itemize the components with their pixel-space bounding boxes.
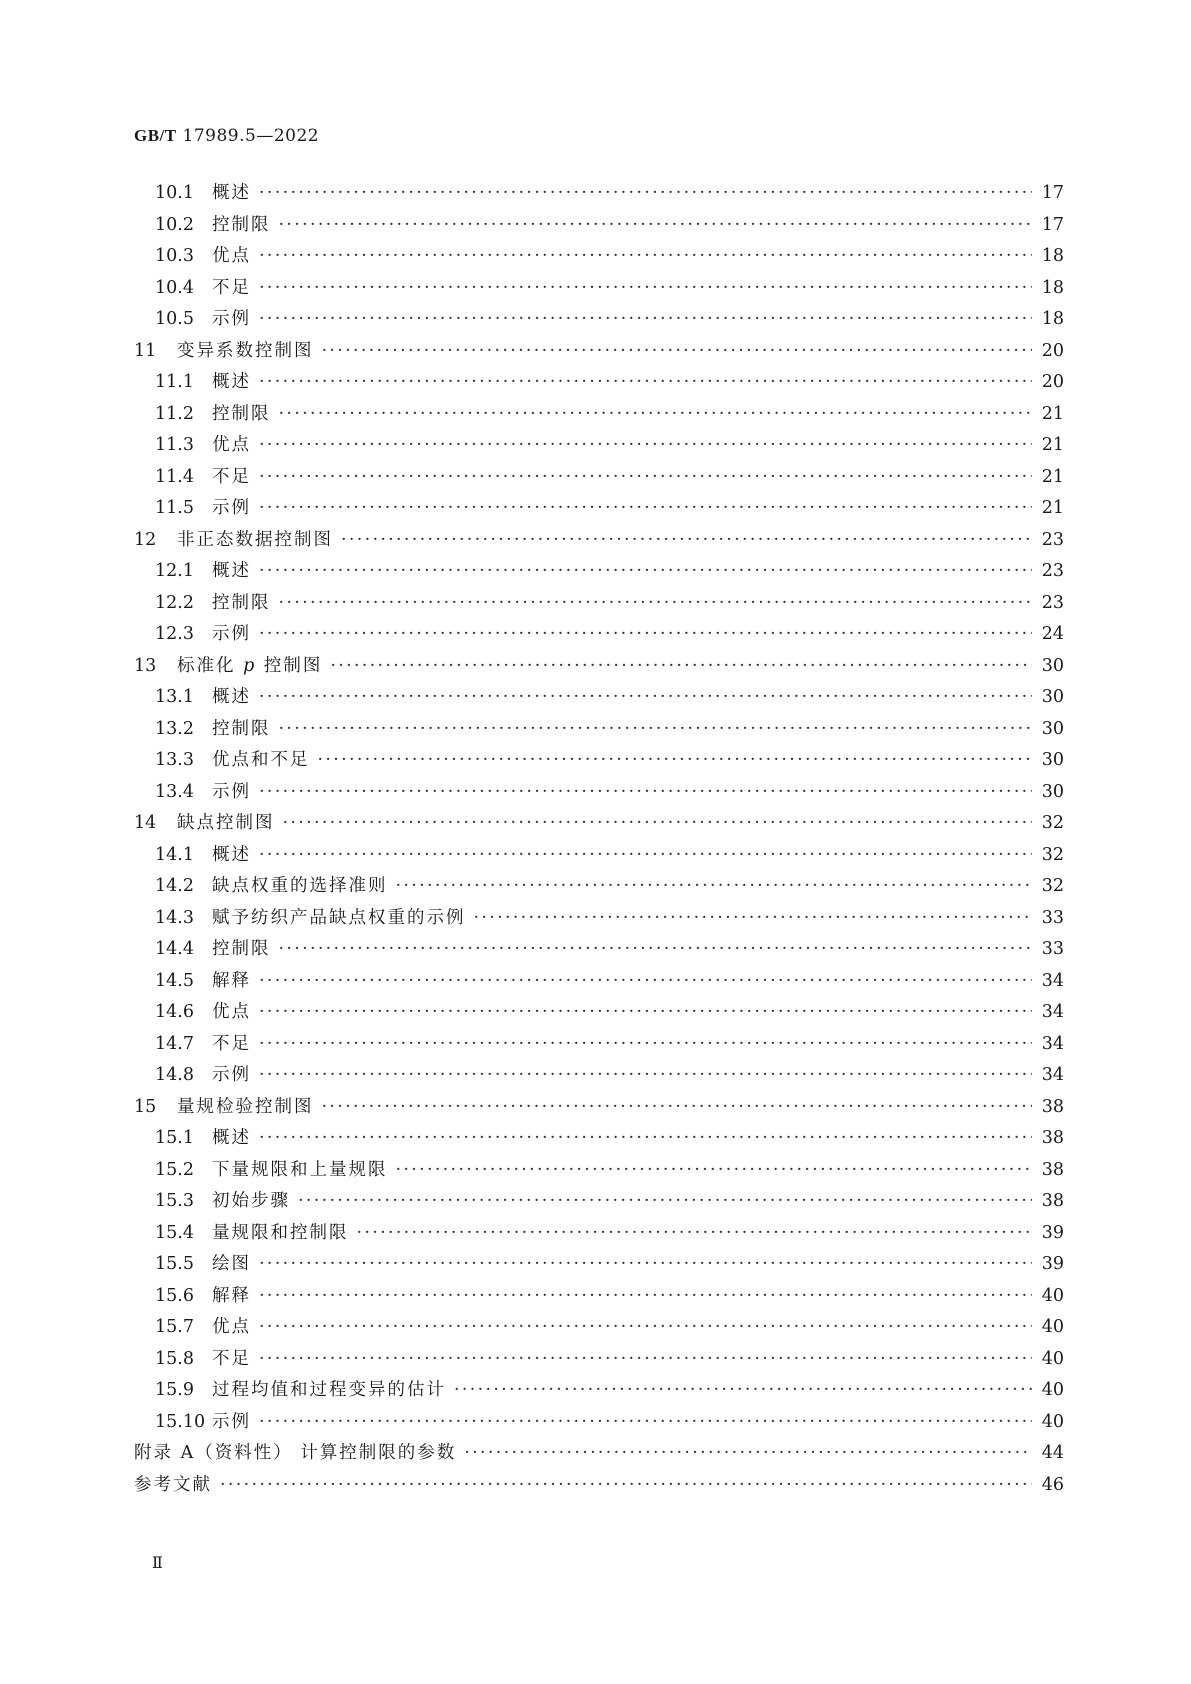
toc-dot-leader: [396, 876, 1033, 896]
toc-entry[interactable]: [134, 746, 1064, 778]
toc-entry-number: 15.9: [155, 1380, 194, 1400]
toc-entry-title: 变异系数控制图: [177, 340, 314, 361]
toc-entry-page: 40: [1041, 1348, 1064, 1369]
toc-dot-leader: [259, 782, 1032, 802]
toc-entry-page: 23: [1041, 561, 1064, 581]
toc-dot-leader: [259, 687, 1032, 707]
toc-dot-leader: [283, 813, 1033, 833]
toc-dot-leader: [259, 1254, 1032, 1274]
toc-entry-number: 14.7: [155, 1033, 194, 1054]
toc-dot-leader: [259, 435, 1032, 455]
toc-entry-number: 14.6: [155, 1002, 194, 1022]
toc-entry-number: 13.1: [155, 687, 194, 707]
toc-entry[interactable]: [134, 557, 1064, 589]
toc-entry-number: 13: [134, 655, 157, 676]
toc-dot-leader: [259, 971, 1032, 991]
toc-entry-page: 38: [1041, 1191, 1064, 1211]
toc-entry-page: 39: [1041, 1254, 1064, 1274]
toc-dot-leader: [259, 1286, 1032, 1306]
toc-entry-title: 概述: [212, 844, 251, 865]
toc-entry-title: 优点: [212, 1002, 251, 1022]
toc-entry-page: 20: [1041, 372, 1064, 392]
toc-entry-number: 11.2: [155, 403, 194, 424]
toc-entry[interactable]: [134, 1376, 1064, 1408]
toc-dot-leader: [454, 1380, 1032, 1400]
toc-dot-leader: [318, 750, 1033, 770]
document-header: [134, 126, 319, 146]
toc-entry-page: 30: [1041, 750, 1064, 770]
toc-entry-number: 11.3: [155, 435, 194, 455]
toc-entry[interactable]: [134, 872, 1064, 904]
toc-dot-leader: [259, 1034, 1032, 1054]
toc-entry-page: 40: [1041, 1380, 1064, 1400]
toc-entry-title: 优点: [212, 435, 251, 455]
toc-entry-page: 40: [1041, 1411, 1064, 1432]
toc-entry-page: 24: [1041, 624, 1064, 644]
toc-dot-leader: [259, 467, 1032, 487]
toc-entry-page: 39: [1041, 1222, 1064, 1243]
toc-entry-title: 缺点控制图: [177, 813, 275, 833]
toc-entry-number: 12.3: [155, 624, 194, 644]
toc-entry-page: 18: [1041, 309, 1064, 329]
toc-entry-page: 44: [1041, 1443, 1064, 1463]
toc-entry[interactable]: [134, 1313, 1064, 1345]
toc-entry-number: 14.8: [155, 1065, 194, 1085]
toc-entry-number: 15.5: [155, 1254, 194, 1274]
toc-dot-leader: [259, 624, 1032, 644]
toc-entry-title: 概述: [212, 372, 251, 392]
toc-entry-page: 46: [1041, 1474, 1064, 1495]
toc-entry-title: 示例: [212, 1411, 251, 1432]
toc-entry-number: 15: [134, 1096, 157, 1117]
toc-entry-page: 23: [1041, 592, 1064, 613]
toc-entry-number: 12: [134, 529, 157, 550]
toc-entry-title: 下量规限和上量规限: [212, 1159, 388, 1180]
toc-entry-page: 30: [1041, 655, 1064, 676]
toc-entry-number: 14.2: [155, 876, 194, 896]
toc-dot-leader: [259, 1128, 1032, 1148]
toc-entry-number: 10.5: [155, 309, 194, 329]
toc-entry-title: 优点和不足: [212, 750, 310, 770]
toc-entry-number: 14.1: [155, 844, 194, 865]
toc-dot-leader: [464, 1443, 1032, 1463]
toc-entry[interactable]: [134, 1187, 1064, 1219]
toc-dot-leader: [259, 278, 1032, 298]
toc-entry-page: 38: [1041, 1128, 1064, 1148]
toc-dot-leader: [279, 593, 1033, 613]
toc-dot-leader: [279, 404, 1033, 424]
toc-entry-title: 示例: [212, 1065, 251, 1085]
toc-entry[interactable]: [134, 337, 1064, 369]
toc-entry-page: 32: [1041, 813, 1064, 833]
toc-entry-title: 赋予纺织产品缺点权重的示例: [212, 907, 466, 928]
toc-entry-title: 概述: [212, 183, 251, 203]
toc-entry-page: 40: [1041, 1285, 1064, 1306]
toc-entry-page: 34: [1041, 1033, 1064, 1054]
toc-entry-page: 17: [1041, 214, 1064, 235]
toc-entry[interactable]: [134, 1156, 1064, 1188]
toc-entry-title: 绘图: [212, 1254, 251, 1274]
table-of-contents: [134, 179, 1064, 1502]
toc-entry-number: 15.7: [155, 1317, 194, 1337]
toc-entry-number: 11.5: [155, 498, 194, 518]
toc-entry-title: 解释: [212, 970, 251, 991]
toc-entry-title: 控制限: [212, 939, 271, 959]
toc-entry-title: 标准化 p 控制图: [177, 655, 323, 676]
toc-entry[interactable]: [134, 400, 1064, 432]
toc-entry-title: 示例: [212, 624, 251, 644]
toc-entry-number: 12.2: [155, 592, 194, 613]
toc-entry-title: 优点: [212, 246, 251, 266]
toc-entry-number: 11.4: [155, 466, 194, 487]
toc-entry-page: 30: [1041, 781, 1064, 802]
toc-entry-number: 14: [134, 813, 157, 833]
toc-entry-title: 不足: [212, 277, 251, 298]
toc-entry-page: 33: [1041, 907, 1064, 928]
toc-dot-leader: [259, 561, 1032, 581]
toc-entry[interactable]: [134, 841, 1064, 873]
toc-entry-title: 不足: [212, 466, 251, 487]
toc-entry-title: 控制限: [212, 214, 271, 235]
toc-entry-number: 10.1: [155, 183, 194, 203]
toc-entry-title: 概述: [212, 1128, 251, 1148]
toc-entry[interactable]: [134, 494, 1064, 526]
toc-entry[interactable]: [134, 967, 1064, 999]
toc-entry-page: 21: [1041, 466, 1064, 487]
toc-entry[interactable]: [134, 1439, 1064, 1471]
toc-entry-page: 23: [1041, 529, 1064, 550]
toc-entry-title: 概述: [212, 561, 251, 581]
toc-entry-title: 示例: [212, 309, 251, 329]
toc-entry[interactable]: [134, 1345, 1064, 1377]
toc-entry-page: 21: [1041, 435, 1064, 455]
toc-entry[interactable]: [134, 904, 1064, 936]
toc-entry-page: 21: [1041, 498, 1064, 518]
toc-dot-leader: [279, 215, 1033, 235]
toc-entry-page: 18: [1041, 246, 1064, 266]
toc-dot-leader: [322, 1097, 1033, 1117]
toc-entry-page: 34: [1041, 1002, 1064, 1022]
toc-entry-page: 34: [1041, 1065, 1064, 1085]
toc-entry[interactable]: [134, 1250, 1064, 1282]
toc-entry-title: 不足: [212, 1348, 251, 1369]
toc-entry-title: 控制限: [212, 403, 271, 424]
toc-dot-leader: [259, 1065, 1032, 1085]
toc-entry-title: 参考文献: [134, 1474, 212, 1495]
toc-entry-page: 30: [1041, 718, 1064, 739]
toc-entry[interactable]: [134, 1219, 1064, 1251]
toc-dot-leader: [259, 372, 1032, 392]
toc-entry-title: 缺点权重的选择准则: [212, 876, 388, 896]
toc-entry-number: 15.2: [155, 1159, 194, 1180]
toc-entry[interactable]: [134, 211, 1064, 243]
toc-entry[interactable]: [134, 715, 1064, 747]
toc-entry-number: 13.2: [155, 718, 194, 739]
toc-entry[interactable]: [134, 620, 1064, 652]
toc-entry-page: 38: [1041, 1096, 1064, 1117]
toc-entry-page: 21: [1041, 403, 1064, 424]
toc-entry-title: 示例: [212, 781, 251, 802]
toc-entry[interactable]: [134, 652, 1064, 684]
toc-entry-number: 11.1: [155, 372, 194, 392]
toc-entry[interactable]: [134, 526, 1064, 558]
standard-prefix: GB/T: [134, 126, 177, 145]
toc-entry-title: 优点: [212, 1317, 251, 1337]
toc-entry-number: 12.1: [155, 561, 194, 581]
toc-entry[interactable]: [134, 463, 1064, 495]
toc-entry-number: 10.4: [155, 277, 194, 298]
toc-entry-number: 15.8: [155, 1348, 194, 1369]
toc-entry[interactable]: [134, 589, 1064, 621]
toc-entry[interactable]: [134, 1282, 1064, 1314]
toc-entry-title: 不足: [212, 1033, 251, 1054]
toc-entry[interactable]: [134, 305, 1064, 337]
toc-entry-page: 32: [1041, 844, 1064, 865]
toc-dot-leader: [259, 183, 1032, 203]
toc-dot-leader: [259, 246, 1032, 266]
toc-entry[interactable]: [134, 683, 1064, 715]
toc-entry-number: 14.3: [155, 907, 194, 928]
toc-entry-number: 11: [134, 340, 157, 361]
toc-entry-page: 40: [1041, 1317, 1064, 1337]
toc-entry-title: 示例: [212, 498, 251, 518]
toc-entry[interactable]: [134, 778, 1064, 810]
toc-entry-title: 非正态数据控制图: [177, 529, 333, 550]
toc-entry-title: 控制限: [212, 592, 271, 613]
toc-entry-title: 控制限: [212, 718, 271, 739]
toc-entry[interactable]: [134, 242, 1064, 274]
toc-entry[interactable]: [134, 368, 1064, 400]
toc-dot-leader: [259, 498, 1032, 518]
toc-entry-page: 32: [1041, 876, 1064, 896]
toc-entry-title: 量规限和控制限: [212, 1222, 349, 1243]
toc-dot-leader: [396, 1160, 1033, 1180]
toc-entry-title: 概述: [212, 687, 251, 707]
toc-entry[interactable]: [134, 809, 1064, 841]
toc-entry-number: 14.4: [155, 939, 194, 959]
toc-entry-page: 17: [1041, 183, 1064, 203]
toc-entry[interactable]: [134, 274, 1064, 306]
toc-entry-title: 量规检验控制图: [177, 1096, 314, 1117]
toc-entry-page: 38: [1041, 1159, 1064, 1180]
standard-number: 17989.5—2022: [182, 126, 320, 146]
toc-dot-leader: [259, 1317, 1032, 1337]
toc-entry-title: 附录 A（资料性） 计算控制限的参数: [134, 1443, 457, 1463]
toc-entry-number: 13.4: [155, 781, 194, 802]
toc-dot-leader: [259, 1002, 1032, 1022]
page-number: Ⅱ: [152, 1553, 163, 1572]
toc-entry[interactable]: [134, 1093, 1064, 1125]
toc-entry[interactable]: [134, 1408, 1064, 1440]
toc-dot-leader: [330, 656, 1032, 676]
toc-dot-leader: [279, 939, 1033, 959]
toc-dot-leader: [259, 1349, 1032, 1369]
toc-entry-page: 20: [1041, 340, 1064, 361]
toc-entry[interactable]: [134, 1124, 1064, 1156]
toc-dot-leader: [220, 1475, 1032, 1495]
toc-entry-number: 14.5: [155, 970, 194, 991]
toc-dot-leader: [279, 719, 1033, 739]
toc-dot-leader: [259, 1412, 1032, 1432]
toc-entry[interactable]: [134, 1061, 1064, 1093]
toc-entry-number: 15.6: [155, 1285, 194, 1306]
toc-entry-title: 初始步骤: [212, 1191, 290, 1211]
toc-entry-page: 30: [1041, 687, 1064, 707]
toc-dot-leader: [322, 341, 1033, 361]
toc-entry-page: 34: [1041, 970, 1064, 991]
toc-dot-leader: [259, 845, 1032, 865]
toc-entry-title: 解释: [212, 1285, 251, 1306]
toc-entry-number: 10.3: [155, 246, 194, 266]
toc-entry-number: 15.10: [155, 1411, 206, 1432]
toc-entry[interactable]: [134, 431, 1064, 463]
toc-entry-number: 15.4: [155, 1222, 194, 1243]
toc-dot-leader: [298, 1191, 1032, 1211]
toc-dot-leader: [259, 309, 1032, 329]
toc-entry-page: 33: [1041, 939, 1064, 959]
toc-entry-number: 10.2: [155, 214, 194, 235]
toc-entry-number: 15.3: [155, 1191, 194, 1211]
toc-entry-number: 15.1: [155, 1128, 194, 1148]
toc-dot-leader: [474, 908, 1033, 928]
toc-entry[interactable]: [134, 1471, 1064, 1503]
toc-entry-number: 13.3: [155, 750, 194, 770]
toc-entry[interactable]: [134, 179, 1064, 211]
toc-entry-page: 18: [1041, 277, 1064, 298]
toc-entry-title: 过程均值和过程变异的估计: [212, 1380, 446, 1400]
toc-dot-leader: [341, 530, 1032, 550]
toc-entry[interactable]: [134, 935, 1064, 967]
toc-dot-leader: [357, 1223, 1033, 1243]
toc-entry[interactable]: [134, 998, 1064, 1030]
toc-entry[interactable]: [134, 1030, 1064, 1062]
